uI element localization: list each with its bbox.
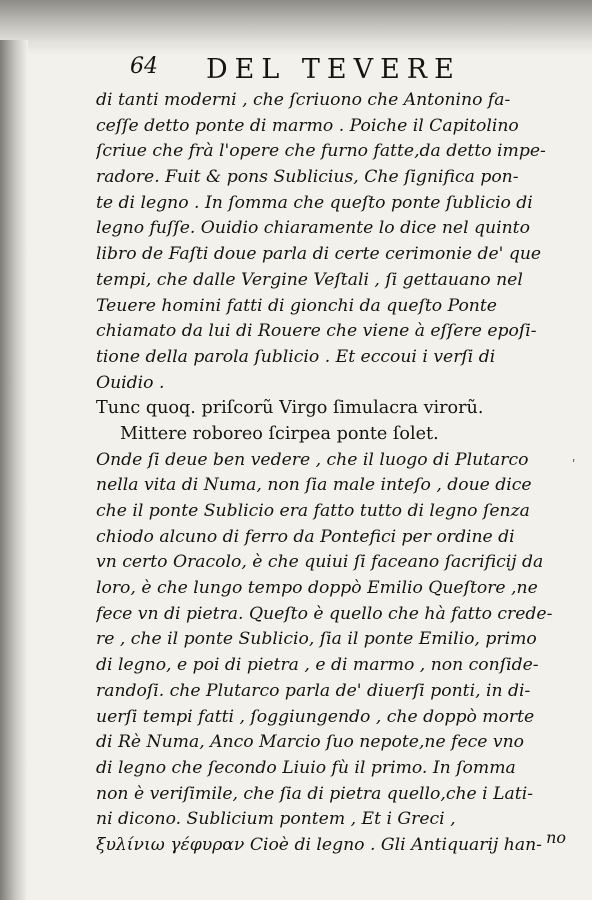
scan-shadow-left: [0, 40, 28, 900]
scan-shadow-top: [0, 0, 592, 56]
text-line: nella vita di Numa, non ſia male inteſo , doue dice: [96, 475, 532, 496]
text-line: ni dicono. Sublicium pontem , Et i Greci ,: [96, 809, 456, 830]
page-number: 64: [130, 54, 158, 79]
text-line: tione della parola ſublicio . Et eccoui i verſi di: [96, 346, 496, 367]
text-line: di tanti moderni , che ſcriuono che Antonino fa-: [96, 90, 511, 110]
book-page: [96, 54, 566, 894]
verse-line: Tunc quoq. priſcorũ Virgo ſimulacra virorũ.: [96, 398, 484, 419]
text-line: ſcriue che frà l'opere che furno fatte,da detto impe-: [96, 141, 546, 162]
text-line: non è veriſimile, che ſia di pietra quello,che i Lati-: [96, 783, 534, 804]
text-line: fece vn di pietra. Queſto è quello che hà fatto crede-: [96, 603, 553, 624]
text-line: ξυλίνιω γέφυραν Cioè di legno . Gli Antiquarij han-: [96, 834, 542, 855]
text-line: che il ponte Sublicio era fatto tutto di legno ſenza: [96, 501, 530, 521]
text-line: te di legno . In ſomma che queſto ponte ſublicio di: [96, 192, 533, 213]
text-line: legno fuſſe. Ouidio chiaramente lo dice nel quinto: [96, 218, 530, 239]
text-line: Onde ſi deue ben vedere , che il luogo di Plutarco: [96, 449, 529, 470]
text-line: chiodo alcuno di ferro da Pontefici per ordine di: [96, 526, 515, 547]
text-line: ceſſe detto ponte di marmo . Poiche il Capitolino: [96, 115, 519, 136]
margin-speck: ʹ: [572, 458, 576, 472]
text-line: radore. Fuit & pons Sublicius, Che ſignifica pon-: [96, 167, 519, 188]
text-line: di legno che ſecondo Liuio fù il primo. In ſomma: [96, 757, 516, 778]
text-line: uerſi tempi fatti , ſoggiungendo , che doppò morte: [96, 706, 535, 727]
catchword: no: [546, 828, 566, 847]
text-line: tempi, che dalle Vergine Veſtali , ſi gettauano nel: [96, 269, 523, 290]
text-line: randoſi. che Plutarco parla de' diuerſi ponti, in di-: [96, 680, 531, 701]
running-head: DEL TEVERE: [206, 54, 461, 85]
text-line: chiamato da lui di Rouere che viene à eſſere epoſi-: [96, 321, 537, 342]
text-line: di Rè Numa, Anco Marcio ſuo nepote,ne fece vno: [96, 732, 525, 753]
text-line: libro de Faſti doue parla di certe cerimonie de' que: [96, 244, 542, 265]
text-line: Teuere homini fatti di gionchi da queſto Ponte: [96, 295, 497, 316]
text-line: vn certo Oracolo, è che quiui ſi faceano ſacrificij da: [96, 552, 544, 573]
text-line: re , che il ponte Sublicio, ſia il ponte Emilio, primo: [96, 629, 537, 650]
body-text: [96, 88, 566, 859]
text-line: Ouidio .: [96, 372, 165, 393]
verse-line: Mittere roboreo ſcirpea ponte ſolet.: [120, 423, 439, 444]
text-line: loro, è che lungo tempo doppò Emilio Queſtore ,ne: [96, 578, 538, 599]
text-line: di legno, e poi di pietra , e di marmo , non conſide-: [96, 655, 539, 676]
